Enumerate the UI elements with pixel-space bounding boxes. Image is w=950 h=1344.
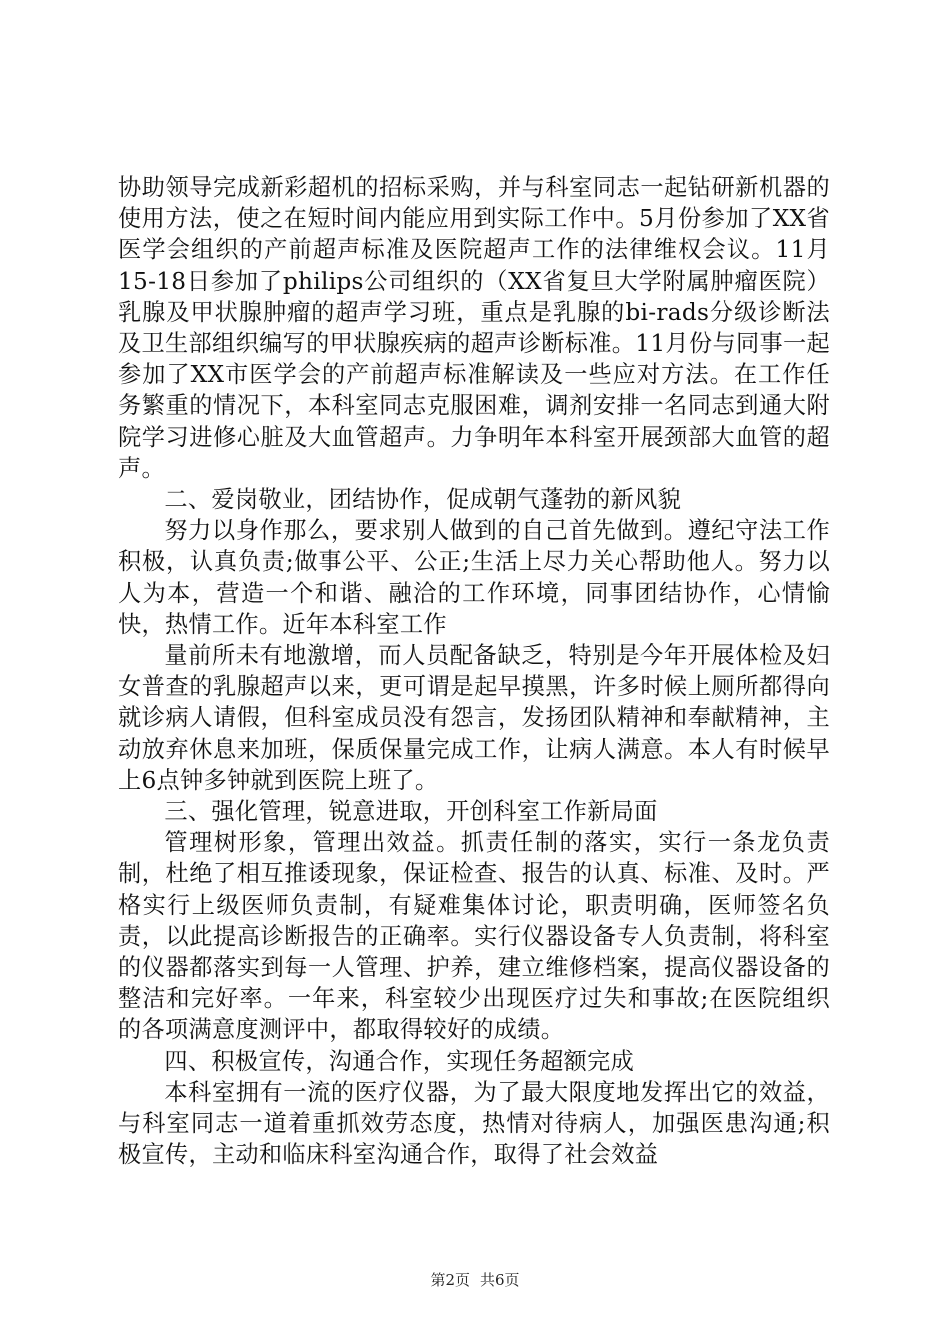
document-body (118, 172, 830, 1171)
paragraph: 管理树形象，管理出效益。抓责任制的落实，实行一条龙负责制，杜绝了相互推诿现象，保证检查、报告的认真、标准、及时。严格实行上级医师负责制，有疑难集体讨论，职责明确，医师签名负责，以此提高诊断报告的正确率。实行仪器设备专人负责制，将科室的仪器都落实到每一人管理、护养，建立维修档案，提高仪器设备的整洁和完好率。一年来，科室较少出现医疗过失和事故;在医院组织的各项满意度测评中，都取得较好的成绩。 (118, 829, 830, 1044)
section-heading-3: 三、强化管理，锐意进取，开创科室工作新局面 (164, 798, 658, 826)
paragraph: 本科室拥有一流的医疗仪器，为了最大限度地发挥出它的效益，与科室同志一道着重抓效劳态度，热情对待病人，加强医患沟通;积极宣传，主动和临床科室沟通合作，取得了社会效益 (118, 1078, 830, 1169)
total-pages: 共6页 (480, 1271, 520, 1289)
paragraph: 量前所未有地激增，而人员配备缺乏，特别是今年开展体检及妇女普查的乳腺超声以来，更可谓是起早摸黑，许多时候上厕所都得向就诊病人请假，但科室成员没有怨言，发扬团队精神和奉献精神，主动放弃休息来加班，保质保量完成工作，让病人满意。本人有时候早上6点钟多钟就到医院上班了。 (118, 642, 830, 794)
paragraph-continuation: 协助领导完成新彩超机的招标采购，并与科室同志一起钻研新机器的使用方法，使之在短时间内能应用到实际工作中。5月份参加了XX省医学会组织的产前超声标准及医院超声工作的法律维权会议。11月15-18日参加了philips公司组织的（XX省复旦大学附属肿瘤医院）乳腺及甲状腺肿瘤的超声学习班，重点是乳腺的bi-rads分级诊断法及卫生部组织编写的甲状腺疾病的超声诊断标准。11月份与同事一起参加了XX市医学会的产前超声标准解读及一些应对方法。在工作任务繁重的情况下，本科室同志克服困难，调剂安排一名同志到通大附院学习进修心脏及大血管超声。力争明年本科室开展颈部大血管的超声。 (118, 174, 830, 482)
section-heading-2: 二、爱岗敬业，团结协作，促成朝气蓬勃的新风貌 (164, 486, 682, 514)
paragraph: 努力以身作那么，要求别人做到的自己首先做到。遵纪守法工作积极，认真负责;做事公平、公正;生活上尽力关心帮助他人。努力以人为本，营造一个和谐、融洽的工作环境，同事团结协作，心情愉快，热情工作。近年本科室工作 (118, 517, 830, 638)
page-footer (0, 1270, 950, 1290)
section-heading-4: 四、积极宣传，沟通合作，实现任务超额完成 (164, 1047, 635, 1075)
page-number: 第2页 (430, 1271, 470, 1289)
